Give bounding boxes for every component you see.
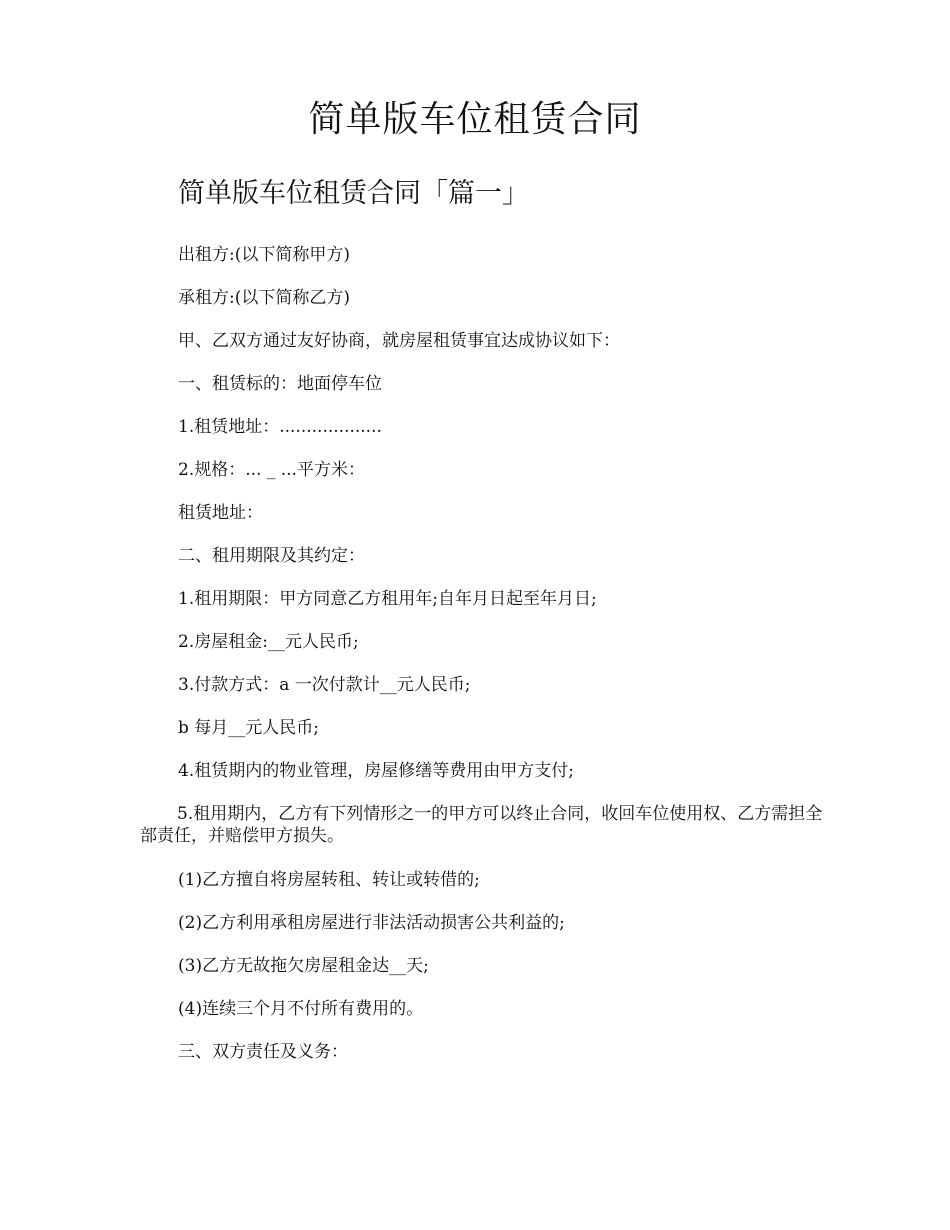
- paragraph-clause-3: (3)乙方无故拖欠房屋租金达__天;: [178, 956, 429, 976]
- paragraph-lessee: 承租方:(以下简称乙方): [178, 288, 350, 308]
- paragraph-rent: 2.房屋租金:__元人民币;: [178, 632, 359, 652]
- paragraph-clause-2: (2)乙方利用承租房屋进行非法活动损害公共利益的;: [178, 913, 565, 933]
- paragraph-section-1: 一、租赁标的：地面停车位: [178, 374, 382, 394]
- paragraph-fees: 4.租赁期内的物业管理，房屋修缮等费用由甲方支付;: [178, 761, 574, 781]
- paragraph-clause-1: (1)乙方擅自将房屋转租、转让或转借的;: [178, 870, 480, 890]
- paragraph-lessor: 出租方:(以下简称甲方): [178, 245, 350, 265]
- paragraph-intro: 甲、乙双方通过友好协商，就房屋租赁事宜达成协议如下：: [178, 331, 620, 351]
- paragraph-clause-4: (4)连续三个月不付所有费用的。: [178, 999, 424, 1019]
- paragraph-address-2: 租赁地址：: [178, 503, 263, 523]
- paragraph-payment: 3.付款方式：a 一次付款计__元人民币;: [178, 675, 471, 695]
- document-title: 简单版车位租赁合同: [308, 99, 642, 140]
- paragraph-section-3: 三、双方责任及义务：: [178, 1042, 348, 1062]
- paragraph-address: 1.租赁地址：...................: [178, 417, 382, 437]
- paragraph-section-2: 二、租用期限及其约定：: [178, 546, 365, 566]
- section-heading: 简单版车位租赁合同「篇一」: [178, 178, 529, 209]
- paragraph-term: 1.租用期限：甲方同意乙方租用年;自年月日起至年月日;: [178, 589, 597, 609]
- paragraph-spec: 2.规格：... _ ...平方米：: [178, 460, 365, 480]
- paragraph-monthly: b 每月__元人民币;: [178, 718, 320, 738]
- paragraph-termination: 5.租用期内，乙方有下列情形之一的甲方可以终止合同，收回车位使用权、乙方需担全部责任，并赔偿甲方损失。: [140, 804, 823, 846]
